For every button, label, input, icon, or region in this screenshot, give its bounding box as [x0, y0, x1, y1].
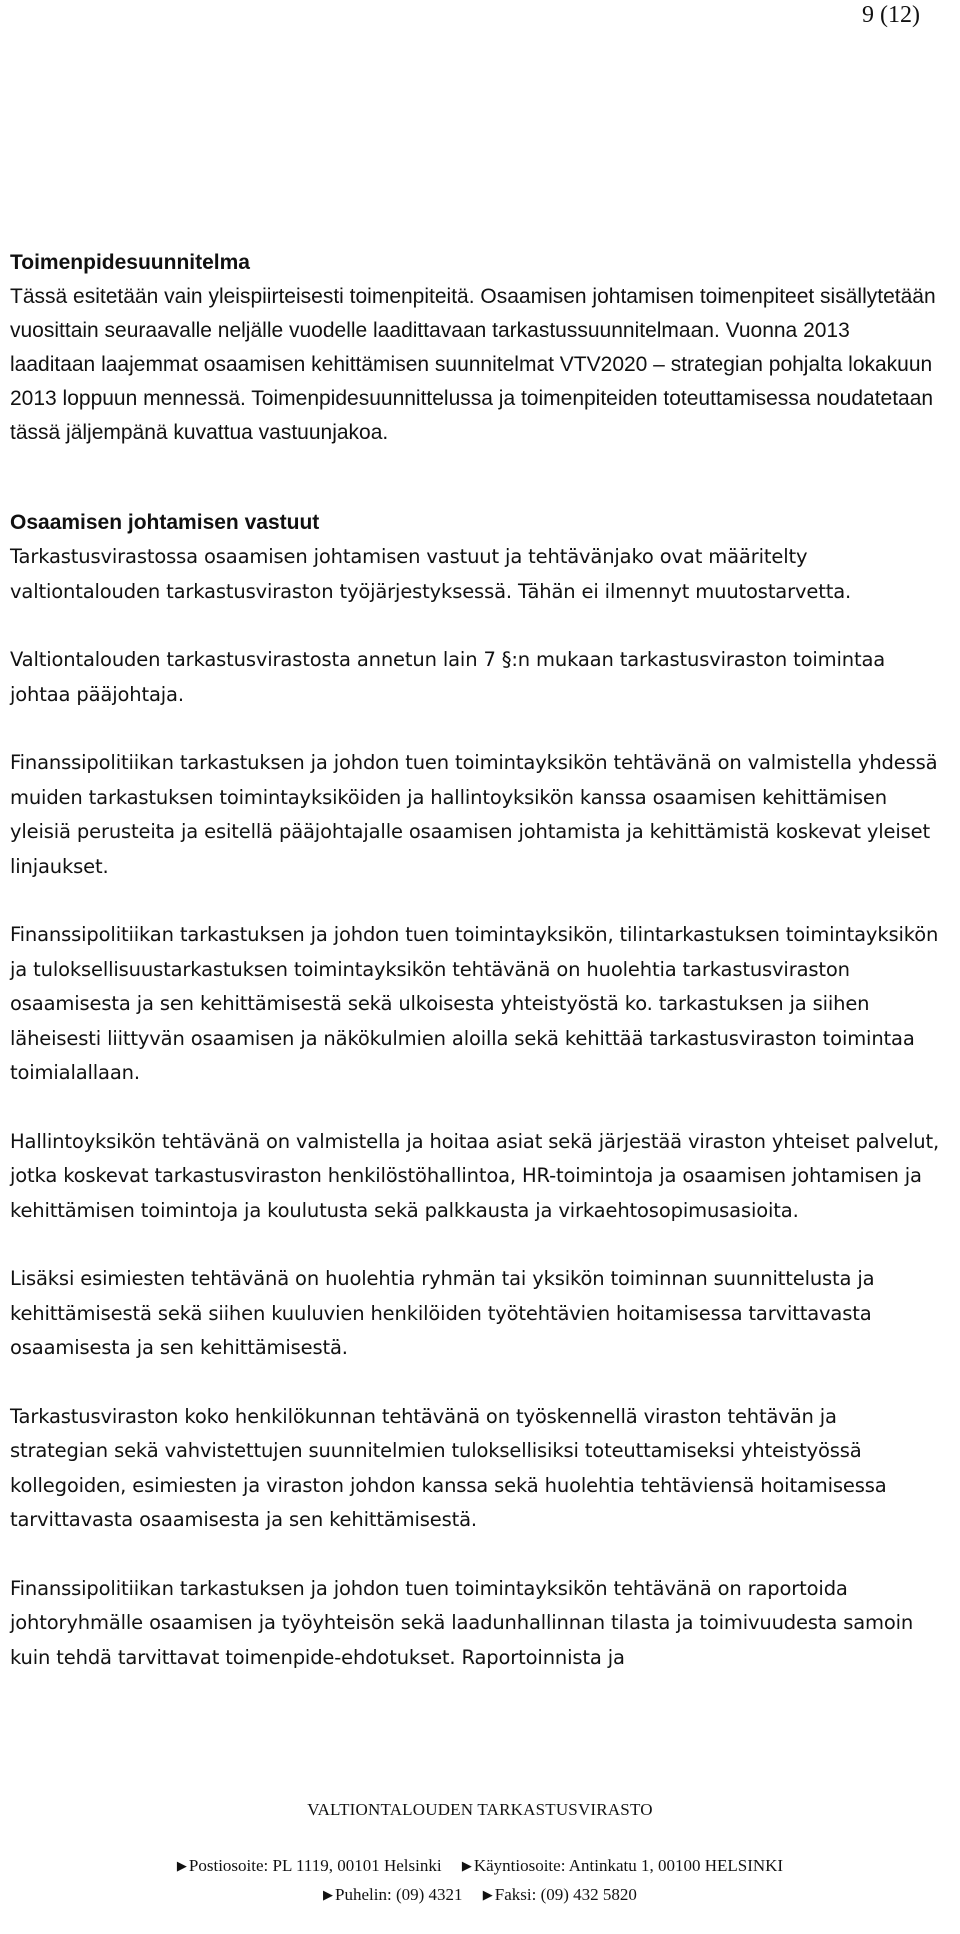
paragraph: Finanssipolitiikan tarkastuksen ja johdon tuen toimintayksikön tehtävänä on raportoida johtoryhmälle osaamisen ja työyhteisön sekä laadunhallinnan tilasta ja toimivuudesta samoin kuin tehdä tarvittavat toimenpide-ehdotukset. Raportoinnista ja — [10, 1576, 914, 1669]
footer-phone — [323, 1885, 463, 1905]
section-vastuut — [10, 506, 940, 1675]
triangle-right-icon: ▶ — [176, 1858, 187, 1873]
footer-organization: VALTIONTALOUDEN TARKASTUSVIRASTO — [307, 1800, 653, 1819]
section-heading-toimenpidesuunnitelma: Toimenpidesuunnitelma — [10, 251, 250, 274]
paragraph: Lisäksi esimiesten tehtävänä on huolehtia ryhmän tai yksikön toiminnan suunnittelusta ja kehittämisestä sekä siihen kuuluvien henkilöiden työtehtävien hoitamisessa tarvittavasta osaamisesta ja sen kehittämisestä. — [10, 1267, 875, 1359]
paragraph: Tarkastusviraston koko henkilökunnan tehtävänä on työskennellä viraston tehtävän ja strategian sekä vahvistettujen suunnitelmien tuloksellisiksi toteuttamiseksi yhteistyössä kollegoiden, esimiesten ja viraston johdon kanssa sekä huolehtia tehtäviensä hoitamisessa tarvittavasta osaamisesta ja sen kehittämisestä. — [10, 1404, 887, 1531]
footer-visiting — [462, 1856, 783, 1876]
footer-postal — [177, 1856, 442, 1876]
footer-contact-row — [0, 1885, 960, 1905]
section-paragraph: Tässä esitetään vain yleispiirteisesti toimenpiteitä. Osaamisen johtamisen toimenpiteet sisällytetään vuosittain seuraavalle neljälle vuodelle laadittavaan tarkastussuunnitelmaan. Vuonna 2013 laaditaan laajemmat osaamisen kehittämisen suunnitelmat VTV2020 – strategian pohjalta lokakuun 2013 loppuun mennessä. Toimenpidesuunnittelussa ja toimenpiteiden toteuttamisessa noudatetaan tässä jäljempänä kuvattua vastuunjakoa. — [10, 285, 936, 444]
paragraph: Hallintoyksikön tehtävänä on valmistella ja hoitaa asiat sekä järjestää viraston yhteiset palvelut, jotka koskevat tarkastusviraston henkilöstöhallintoa, HR-toimintoja ja osaamisen johtamisen ja kehittämisen toimintoja ja koulutusta sekä palkkausta ja virkaehtosopimusasioita. — [10, 1129, 940, 1222]
section-heading-vastuut: Osaamisen johtamisen vastuut — [10, 511, 320, 534]
triangle-right-icon: ▶ — [323, 1887, 334, 1902]
page-number: 9 (12) — [862, 2, 920, 28]
paragraph: Tarkastusvirastossa osaamisen johtamisen vastuut ja tehtävänjako ovat määritelty valtiontalouden tarkastusviraston työjärjestyksessä. Tähän ei ilmennyt muutostarvetta. — [10, 545, 852, 603]
footer-postal-text: Postiosoite: PL 1119, 00101 Helsinki — [188, 1856, 442, 1875]
paragraph: Valtiontalouden tarkastusvirastosta annetun lain 7 §:n mukaan tarkastusviraston toimintaa johtaa pääjohtaja. — [10, 648, 886, 706]
footer-fax-text: Faksi: (09) 432 5820 — [494, 1885, 637, 1904]
footer-fax — [483, 1885, 637, 1905]
footer-address-row — [0, 1856, 960, 1876]
footer-visiting-text: Käyntiosoite: Antinkatu 1, 00100 HELSINKI — [473, 1856, 784, 1875]
paragraph: Finanssipolitiikan tarkastuksen ja johdon tuen toimintayksikön, tilintarkastuksen toimintayksikön ja tuloksellisuustarkastuksen toimintayksikön tehtävänä on huolehtia tarkastusviraston osaamisesta ja sen kehittämisestä sekä ulkoisesta yhteistyöstä ko. tarkastuksen ja siihen läheisesti liittyvän osaamisen ja näkökulmien aloilla sekä kehittää tarkastusviraston toimintaa toimialallaan. — [10, 923, 939, 1084]
footer-phone-text: Puhelin: (09) 4321 — [335, 1885, 463, 1904]
triangle-right-icon: ▶ — [482, 1887, 493, 1902]
paragraph: Finanssipolitiikan tarkastuksen ja johdon tuen toimintayksikön tehtävänä on valmistella yhdessä muiden tarkastuksen toimintayksiköiden ja hallintoyksikön kanssa osaamisen kehittämisen yleisiä perusteita ja esitellä pääjohtajalle osaamisen johtamista ja kehittämistä koskevat yleiset linjaukset. — [10, 751, 938, 878]
document-body — [10, 246, 940, 1709]
triangle-right-icon: ▶ — [461, 1858, 472, 1873]
